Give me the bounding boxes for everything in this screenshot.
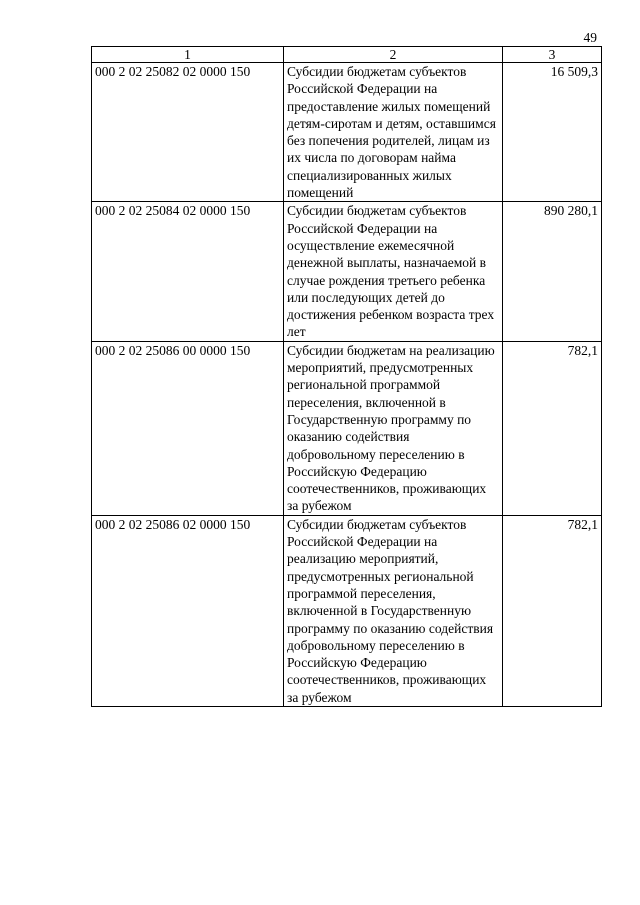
page-number: 49 xyxy=(583,30,597,45)
amount-cell: 890 280,1 xyxy=(503,202,602,341)
table-row xyxy=(92,202,602,341)
income-name-cell: Субсидии бюджетам на реализацию мероприятий, предусмотренных региональной программой переселения, включенной в Государственную программу по оказанию содействия добровольному переселению в Российскую Федерацию соотечественников, проживающих за рубежом xyxy=(284,341,503,515)
table-body xyxy=(92,63,602,707)
amount-cell: 782,1 xyxy=(503,515,602,706)
table-header xyxy=(92,47,602,63)
income-name-cell: Субсидии бюджетам субъектов Российской Федерации на осуществление ежемесячной денежной выплаты, назначаемой в случае рождения третьего ребенка или последующих детей до достижения ребенком возраста трех лет xyxy=(284,202,503,341)
column-header-code: 1 xyxy=(92,47,284,63)
table-row xyxy=(92,63,602,202)
amount-cell: 16 509,3 xyxy=(503,63,602,202)
header-row xyxy=(92,47,602,63)
column-header-amount: 3 xyxy=(503,47,602,63)
amount-cell: 782,1 xyxy=(503,341,602,515)
table-row xyxy=(92,515,602,706)
budget-revenue-table xyxy=(91,46,602,707)
budget-code-cell: 000 2 02 25082 02 0000 150 xyxy=(92,63,284,202)
column-header-name: 2 xyxy=(284,47,503,63)
income-name-cell: Субсидии бюджетам субъектов Российской Федерации на предоставление жилых помещений детям-сиротам и детям, оставшимся без попечения родителей, лицам из их числа по договорам найма специализированных жилых помещений xyxy=(284,63,503,202)
budget-code-cell: 000 2 02 25086 00 0000 150 xyxy=(92,341,284,515)
table-row xyxy=(92,341,602,515)
budget-code-cell: 000 2 02 25086 02 0000 150 xyxy=(92,515,284,706)
budget-code-cell: 000 2 02 25084 02 0000 150 xyxy=(92,202,284,341)
income-name-cell: Субсидии бюджетам субъектов Российской Федерации на реализацию мероприятий, предусмотренных региональной программой переселения, включенной в Государственную программу по оказанию содействия добровольному переселению в Российскую Федерацию соотечественников, проживающих за рубежом xyxy=(284,515,503,706)
